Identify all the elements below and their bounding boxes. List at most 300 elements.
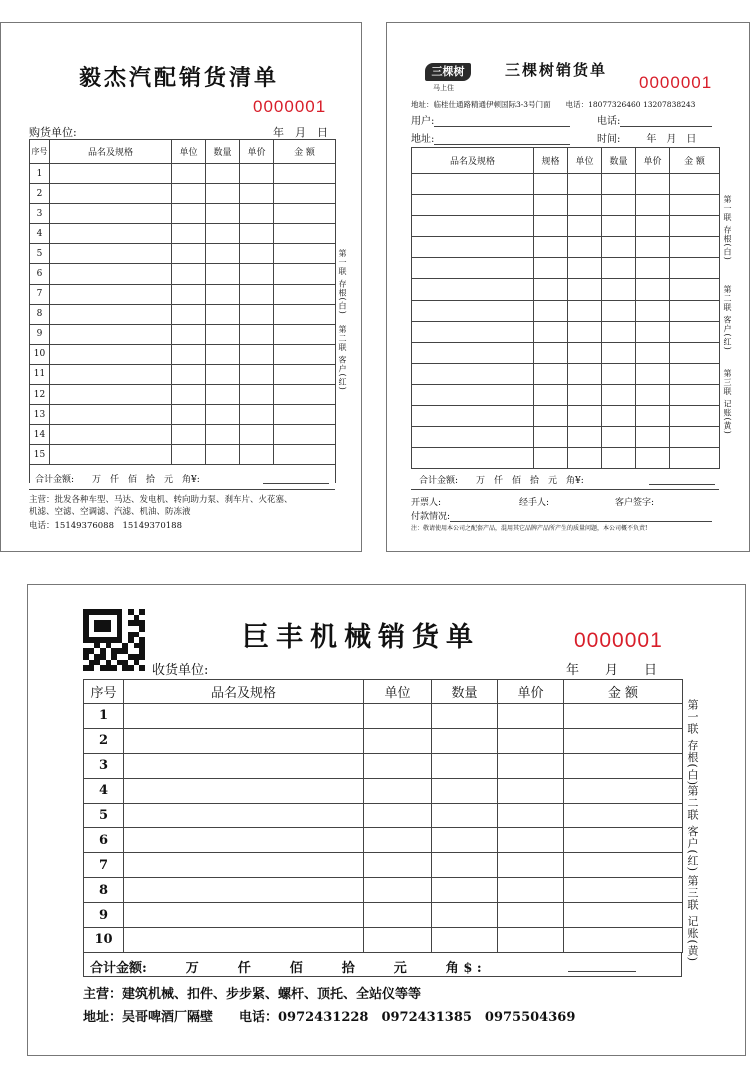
table-cell	[564, 704, 683, 729]
row-number: 14	[30, 425, 50, 445]
table-cell	[498, 928, 564, 953]
table-cell	[564, 928, 683, 953]
table-cell	[240, 244, 274, 264]
table-cell	[432, 778, 498, 803]
form3-business-line: 主营：建筑机械、扣件、步步紧、螺杆、顶托、全站仪等等	[83, 987, 422, 1002]
form2-serial-number: 0000001	[639, 73, 713, 92]
table-cell	[124, 928, 364, 953]
table-cell	[172, 324, 206, 344]
table-row	[84, 753, 683, 778]
table-row	[412, 321, 720, 342]
table-cell	[564, 878, 683, 903]
table-cell	[412, 363, 534, 384]
table-cell	[670, 363, 720, 384]
table-cell	[274, 324, 336, 344]
table-row	[412, 216, 720, 237]
table-cell	[412, 258, 534, 279]
table-cell	[206, 304, 240, 324]
table-cell	[670, 195, 720, 216]
table-cell	[240, 425, 274, 445]
form1-bottom-rule	[29, 489, 335, 490]
table-cell	[412, 237, 534, 258]
table-cell	[670, 300, 720, 321]
table-cell	[534, 216, 568, 237]
form1-header-seq: 序号	[30, 140, 50, 164]
table-row	[412, 237, 720, 258]
logo-subtitle: 马上住	[433, 84, 454, 92]
table-cell	[636, 321, 670, 342]
table-cell	[274, 385, 336, 405]
table-cell	[50, 425, 172, 445]
form2-total-rule	[411, 489, 719, 490]
form2-handler: 经手人:	[519, 498, 550, 508]
table-cell	[274, 264, 336, 284]
table-cell	[50, 284, 172, 304]
table-cell	[124, 903, 364, 928]
table-cell	[274, 304, 336, 324]
table-cell	[206, 425, 240, 445]
form2-copy-note-1: 第一联 存根(白)	[723, 195, 732, 261]
table-cell	[636, 195, 670, 216]
table-row	[30, 284, 336, 304]
table-cell	[602, 300, 636, 321]
form3-header-row	[84, 680, 683, 704]
form3-serial-number: 0000001	[574, 629, 663, 652]
table-cell	[412, 216, 534, 237]
table-row	[412, 363, 720, 384]
sales-slip-yijie	[0, 22, 362, 552]
row-number: 3	[84, 753, 124, 778]
form1-business-line-1: 主营：批发各种车型、马达、发电机、转向助力泵、刹车片、火花塞、	[29, 495, 293, 505]
table-cell	[274, 344, 336, 364]
table-cell	[636, 384, 670, 405]
form2-payment-label: 付款情况:	[411, 512, 451, 522]
table-cell	[670, 258, 720, 279]
table-cell	[636, 406, 670, 427]
table-row	[412, 427, 720, 448]
form2-copy-note-2: 第二联 客户(红)	[723, 285, 732, 351]
table-cell	[602, 195, 636, 216]
row-number: 10	[30, 344, 50, 364]
table-cell	[412, 174, 534, 195]
form3-receiver-label: 收货单位:	[152, 663, 209, 678]
table-cell	[432, 928, 498, 953]
table-cell	[498, 778, 564, 803]
form2-header-amount: 金 额	[670, 148, 720, 174]
table-cell	[274, 204, 336, 224]
table-row	[30, 164, 336, 184]
table-cell	[206, 405, 240, 425]
form2-user-label: 用户:	[411, 116, 435, 127]
table-row	[84, 853, 683, 878]
form1-header-row	[30, 140, 336, 164]
table-cell	[568, 195, 602, 216]
table-row	[84, 778, 683, 803]
table-cell	[172, 304, 206, 324]
form2-total-underline	[649, 484, 715, 485]
table-cell	[602, 216, 636, 237]
form2-customer-sign: 客户签字:	[615, 498, 655, 508]
row-number: 2	[84, 728, 124, 753]
table-cell	[670, 216, 720, 237]
form3-header-price: 单价	[498, 680, 564, 704]
table-cell	[498, 828, 564, 853]
form3-items-table	[83, 679, 683, 953]
form2-header-qty: 数量	[602, 148, 636, 174]
table-cell	[124, 778, 364, 803]
form3-copy-note-2: 第二联 客户(红)	[686, 785, 699, 873]
table-row	[30, 425, 336, 445]
sankeshu-logo	[425, 63, 471, 81]
table-cell	[172, 204, 206, 224]
table-row	[412, 195, 720, 216]
form2-date-label: 年 月 日	[646, 134, 697, 145]
table-row	[84, 828, 683, 853]
sales-slip-sankeshu	[386, 22, 750, 552]
table-row	[30, 224, 336, 244]
table-cell	[498, 704, 564, 729]
form2-address-label: 地址:	[411, 134, 435, 145]
table-cell	[534, 174, 568, 195]
table-cell	[498, 728, 564, 753]
form3-copy-note-1: 第一联 存根(白)	[686, 699, 699, 787]
table-cell	[564, 828, 683, 853]
table-cell	[274, 425, 336, 445]
table-cell	[206, 445, 240, 465]
table-cell	[50, 264, 172, 284]
table-cell	[50, 184, 172, 204]
table-cell	[670, 342, 720, 363]
table-cell	[564, 728, 683, 753]
table-cell	[172, 264, 206, 284]
table-cell	[670, 237, 720, 258]
table-row	[412, 258, 720, 279]
form2-user-field	[411, 112, 570, 127]
table-row	[84, 803, 683, 828]
table-cell	[432, 853, 498, 878]
table-cell	[564, 803, 683, 828]
row-number: 4	[30, 224, 50, 244]
table-cell	[432, 878, 498, 903]
table-row	[84, 928, 683, 953]
table-cell	[564, 903, 683, 928]
table-cell	[534, 406, 568, 427]
table-row	[30, 184, 336, 204]
form2-items-table	[411, 147, 720, 469]
form2-header-price: 单价	[636, 148, 670, 174]
table-cell	[206, 244, 240, 264]
table-cell	[636, 216, 670, 237]
table-cell	[412, 279, 534, 300]
table-cell	[274, 224, 336, 244]
table-cell	[670, 448, 720, 469]
table-cell	[602, 174, 636, 195]
table-row	[412, 300, 720, 321]
table-cell	[172, 164, 206, 184]
table-cell	[534, 321, 568, 342]
table-cell	[564, 778, 683, 803]
table-cell	[364, 728, 432, 753]
table-cell	[50, 164, 172, 184]
table-cell	[636, 258, 670, 279]
table-cell	[534, 300, 568, 321]
row-number: 8	[84, 878, 124, 903]
table-cell	[172, 244, 206, 264]
table-cell	[498, 803, 564, 828]
table-cell	[636, 342, 670, 363]
table-cell	[240, 405, 274, 425]
table-cell	[206, 164, 240, 184]
row-number: 2	[30, 184, 50, 204]
form1-header-unit: 单位	[172, 140, 206, 164]
form3-copy-note-3: 第三联 记账(黄)	[686, 875, 699, 963]
row-number: 9	[30, 324, 50, 344]
table-cell	[124, 728, 364, 753]
table-cell	[172, 364, 206, 384]
table-cell	[568, 342, 602, 363]
table-row	[30, 204, 336, 224]
table-cell	[274, 405, 336, 425]
qr-code	[83, 609, 145, 671]
table-cell	[240, 284, 274, 304]
row-number: 12	[30, 385, 50, 405]
table-cell	[274, 284, 336, 304]
table-cell	[240, 385, 274, 405]
table-cell	[636, 448, 670, 469]
table-cell	[602, 258, 636, 279]
table-cell	[206, 344, 240, 364]
form1-copy-note-2: 第二联 客户(红)	[338, 325, 347, 391]
form3-header-unit: 单位	[364, 680, 432, 704]
table-cell	[534, 195, 568, 216]
form3-address-phone: 地址：吴哥啤酒厂隔壁 电话：0972431228 0972431385 0975504369	[83, 1010, 576, 1025]
table-row	[30, 324, 336, 344]
table-cell	[602, 321, 636, 342]
form3-total-label: 合计金额: 万 仟 佰 拾 元 角 $ :	[90, 961, 482, 976]
form2-disclaimer: 注：敬请使用本公司之配套产品，混用其它品牌产品所产生的质量问题，本公司概不负责!	[411, 525, 648, 532]
table-cell	[412, 384, 534, 405]
table-row	[412, 174, 720, 195]
table-cell	[124, 753, 364, 778]
table-cell	[568, 384, 602, 405]
table-cell	[240, 344, 274, 364]
table-cell	[534, 384, 568, 405]
row-number: 9	[84, 903, 124, 928]
row-number: 1	[30, 164, 50, 184]
row-number: 1	[84, 704, 124, 729]
table-cell	[432, 704, 498, 729]
row-number: 6	[84, 828, 124, 853]
table-row	[84, 704, 683, 729]
row-number: 15	[30, 445, 50, 465]
table-cell	[364, 878, 432, 903]
table-cell	[172, 184, 206, 204]
row-number: 6	[30, 264, 50, 284]
table-row	[412, 448, 720, 469]
table-cell	[412, 427, 534, 448]
form2-header-unit: 单位	[568, 148, 602, 174]
table-cell	[670, 384, 720, 405]
table-cell	[412, 195, 534, 216]
table-cell	[50, 405, 172, 425]
table-cell	[240, 364, 274, 384]
table-cell	[124, 853, 364, 878]
table-cell	[50, 445, 172, 465]
row-number: 10	[84, 928, 124, 953]
row-number: 8	[30, 304, 50, 324]
table-cell	[172, 344, 206, 364]
table-cell	[602, 427, 636, 448]
table-cell	[636, 363, 670, 384]
table-cell	[364, 928, 432, 953]
form2-copy-note-3: 第三联 记账(黄)	[723, 369, 732, 435]
table-cell	[50, 364, 172, 384]
table-cell	[172, 425, 206, 445]
table-row	[84, 878, 683, 903]
table-cell	[412, 406, 534, 427]
form2-address-field	[411, 130, 570, 145]
table-cell	[568, 237, 602, 258]
table-cell	[568, 258, 602, 279]
form1-date-label: 年 月 日	[273, 126, 328, 139]
table-cell	[364, 778, 432, 803]
form3-header-seq: 序号	[84, 680, 124, 704]
table-cell	[50, 385, 172, 405]
row-number: 7	[84, 853, 124, 878]
table-cell	[206, 364, 240, 384]
table-row	[30, 405, 336, 425]
table-cell	[364, 704, 432, 729]
table-cell	[534, 237, 568, 258]
table-row	[412, 384, 720, 405]
table-cell	[274, 164, 336, 184]
table-cell	[670, 406, 720, 427]
table-cell	[670, 427, 720, 448]
table-cell	[498, 753, 564, 778]
table-row	[30, 304, 336, 324]
table-cell	[240, 204, 274, 224]
table-cell	[636, 300, 670, 321]
table-cell	[602, 342, 636, 363]
table-cell	[568, 321, 602, 342]
table-cell	[534, 279, 568, 300]
table-row	[30, 244, 336, 264]
table-cell	[240, 445, 274, 465]
form2-address-line: 地址：临桂仕通路精通伊顿国际3-3号门面 电话：18077326460 13207838243	[411, 100, 696, 109]
table-cell	[568, 427, 602, 448]
table-cell	[50, 324, 172, 344]
table-cell	[206, 184, 240, 204]
form1-header-name: 品名及规格	[50, 140, 172, 164]
row-number: 3	[30, 204, 50, 224]
table-row	[412, 279, 720, 300]
table-cell	[670, 279, 720, 300]
form1-serial-number: 0000001	[253, 97, 327, 116]
form1-items-table	[29, 139, 336, 483]
sales-slip-jufeng	[27, 584, 746, 1056]
table-row	[30, 385, 336, 405]
table-cell	[364, 803, 432, 828]
table-cell	[124, 828, 364, 853]
form3-header-qty: 数量	[432, 680, 498, 704]
table-cell	[240, 324, 274, 344]
table-cell	[568, 363, 602, 384]
form2-time-field	[597, 130, 696, 145]
table-cell	[50, 344, 172, 364]
form1-total-label: 合计金额: 万 仟 佰 拾 元 角¥:	[35, 475, 200, 485]
form2-payment	[411, 509, 712, 522]
table-cell	[498, 903, 564, 928]
form3-header-name: 品名及规格	[124, 680, 364, 704]
form1-title: 毅杰汽配销货清单	[79, 65, 280, 91]
table-cell	[206, 284, 240, 304]
form2-header-row	[412, 148, 720, 174]
table-cell	[172, 405, 206, 425]
table-cell	[534, 448, 568, 469]
table-cell	[636, 427, 670, 448]
form2-phone-field	[597, 112, 712, 127]
table-cell	[498, 878, 564, 903]
table-cell	[206, 204, 240, 224]
table-row	[30, 364, 336, 384]
form3-title: 巨丰机械销货单	[242, 622, 480, 653]
row-number: 5	[84, 803, 124, 828]
form2-title: 三棵树销货单	[505, 61, 608, 79]
table-row	[30, 264, 336, 284]
table-cell	[670, 174, 720, 195]
table-cell	[172, 385, 206, 405]
table-cell	[568, 279, 602, 300]
table-cell	[412, 448, 534, 469]
form1-phone: 电话：15149376088 15149370188	[29, 521, 182, 531]
table-cell	[240, 164, 274, 184]
table-cell	[534, 258, 568, 279]
form1-header-qty: 数量	[206, 140, 240, 164]
table-cell	[568, 174, 602, 195]
table-cell	[172, 224, 206, 244]
table-cell	[240, 224, 274, 244]
form1-buyer-label: 购货单位:	[29, 126, 77, 139]
table-cell	[364, 903, 432, 928]
form3-header-amount: 金 额	[564, 680, 683, 704]
table-cell	[240, 304, 274, 324]
table-cell	[172, 284, 206, 304]
table-cell	[602, 406, 636, 427]
table-cell	[172, 445, 206, 465]
table-cell	[412, 321, 534, 342]
table-cell	[564, 753, 683, 778]
table-row	[412, 342, 720, 363]
table-cell	[364, 853, 432, 878]
table-row	[84, 903, 683, 928]
form2-phone-label: 电话:	[597, 116, 621, 127]
row-number: 13	[30, 405, 50, 425]
form1-header-amount: 金 额	[274, 140, 336, 164]
table-cell	[602, 279, 636, 300]
table-cell	[602, 363, 636, 384]
table-cell	[564, 853, 683, 878]
table-cell	[534, 427, 568, 448]
table-row	[412, 406, 720, 427]
row-number: 11	[30, 364, 50, 384]
table-row	[30, 344, 336, 364]
table-cell	[568, 406, 602, 427]
table-cell	[364, 828, 432, 853]
table-cell	[636, 174, 670, 195]
table-cell	[274, 445, 336, 465]
form2-time-label: 时间:	[597, 134, 621, 145]
table-cell	[568, 300, 602, 321]
